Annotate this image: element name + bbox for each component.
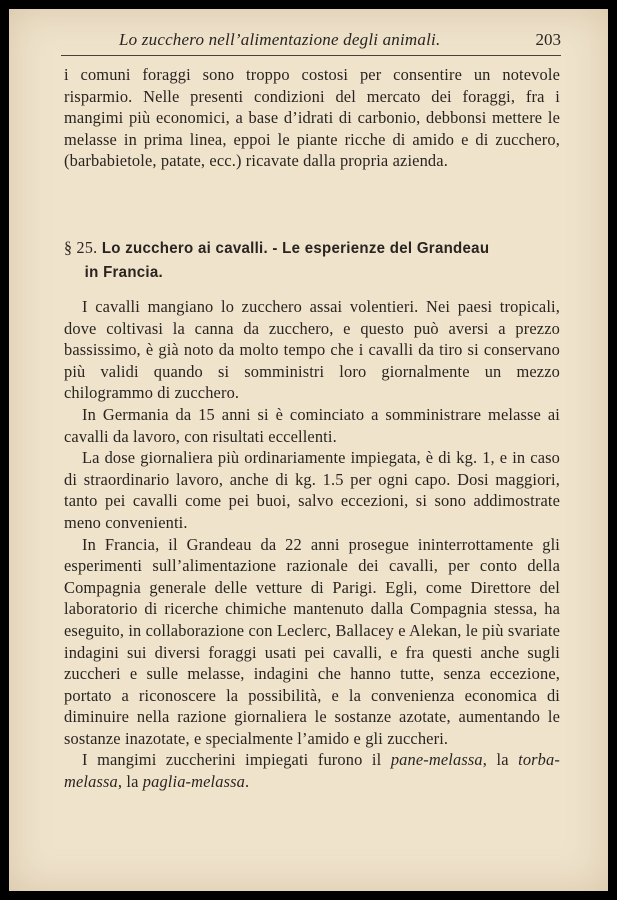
separator: , la — [117, 772, 143, 792]
term-paglia-melassa: paglia-melassa — [142, 772, 246, 792]
intro-paragraph: i comuni foraggi sono troppo costosi per consentire un notevole risparmio. Nelle presenti condizioni del mercato dei foraggi, fra i mangimi più economici, a base d’idrati di carbonio, debbonsi mettere le melasse in prima linea, eppoi le piante ricche di amido e di zucchero, (barbabietole, patate, ecc.) ricavate dalla propria azienda. — [64, 65, 560, 171]
last-paragraph-lead: I mangimi zuccherini impiegati furono il — [82, 750, 391, 770]
section-paragraph: La dose giornaliera più ordinariamente impiegata, è di kg. 1, e in caso di straordinario lavoro, anche di kg. 1.5 per ogni capo. Dosi maggiori, tanto pei cavalli come pei buoi, salvo eccezioni, si sono addimostrate meno convenienti. — [64, 448, 560, 532]
page-number: 203 — [535, 30, 561, 49]
term-torba-melassa: torba-melassa — [64, 750, 560, 792]
section-last-paragraph — [64, 749, 560, 792]
section-heading — [64, 236, 534, 285]
final-period: . — [245, 772, 250, 792]
separator: , la — [482, 750, 519, 770]
section-title-line2: in Francia. — [84, 264, 164, 281]
page-header — [61, 21, 561, 56]
section-title-line1: Lo zucchero ai cavalli. - Le esperienze del Grandeau — [101, 240, 490, 257]
running-title: Lo zucchero nell’alimentazione degli animali. — [119, 30, 441, 49]
section-paragraph: In Germania da 15 anni si è cominciato a somministrare melasse ai cavalli da lavoro, con risultati eccellenti. — [64, 404, 560, 446]
section-paragraph: I cavalli mangiano lo zucchero assai volentieri. Nei paesi tropicali, dove coltivasi la canna da zucchero, e questo può aversi a prezzo bassissimo, è già noto da molto tempo che i cavalli da tiro si conservano più validi quando si somministri loro giornalmente un mezzo chilogrammo di zucchero. — [64, 297, 560, 403]
term-pane-melassa: pane-melassa — [390, 750, 483, 770]
book-page — [9, 9, 608, 891]
intro-text — [64, 64, 560, 172]
section-mark: § 25. — [64, 238, 98, 257]
section-body — [64, 296, 560, 793]
section-paragraph: In Francia, il Grandeau da 22 anni prosegue ininterrottamente gli esperimenti sull’alimentazione razionale dei cavalli, per conto della Compagnia generale delle vetture di Parigi. Egli, come Direttore del laboratorio di ricerche chimiche mantenuto dalla Compagnia stessa, ha eseguito, in collaborazione con Leclerc, Ballacey e Alekan, le più svariate indagini sui diversi foraggi usati pei cavalli, e fra questi anche sugli zuccheri e sulle melasse, indagini che hanno tutte, senza eccezione, portato a riconoscere la possibilità, e la convenienza economica di diminuire nella razione giornaliera le sostanze azotate, aumentando le sostanze inazotate, e specialmente l’amido e gli zuccheri. — [64, 534, 560, 748]
